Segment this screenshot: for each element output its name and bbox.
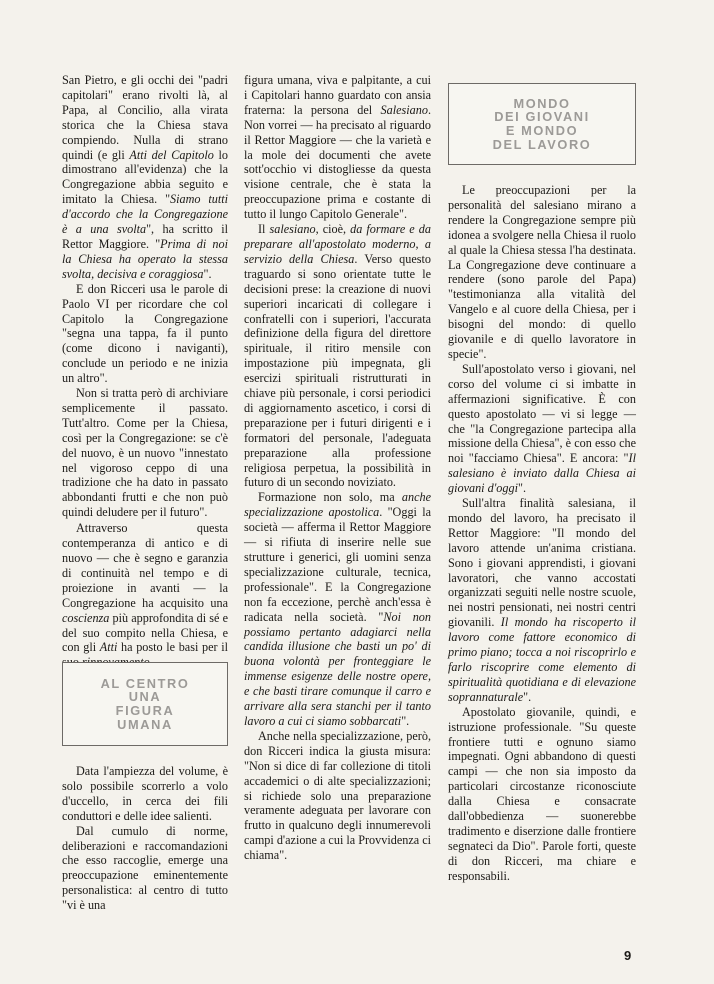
paragraph: Dal cumulo di norme, deliberazioni e raccomandazioni che esso raccoglie, emerge una preoccupazione eminentemente personalistica: al centro di tutto "vi è una [62,823,228,913]
section-heading [101,677,190,731]
paragraph: Sull'apostolato verso i giovani, nel corso del volume ci si imbatte in affermazioni significative. È con questo apostolato — vi si legge — che "la Congregazione partecipa alla missione della Chiesa", è con esso che noi "facciamo Chiesa". E ancora: "Il salesiano è inviato dalla Chiesa ai giovani d'oggi". [448,361,636,496]
paragraph: Data l'ampiezza del volume, è solo possibile scorrerlo a volo d'uccello, in cerca dei fili conduttori e delle idee salienti. [62,764,228,823]
section-heading-box [62,662,228,746]
section-heading-box [448,83,636,165]
paragraph: Attraverso questa contemperanza di antico e di nuovo — che è segno e garanzia di continuità nel tempo e di proiezione in avanti — la Congregazione ha acquisito una coscienza più approfondita di sé e del suo compito nella Chiesa, e con gli Atti ha posto le basi per il [62,521,228,655]
heading-line: DEL LAVORO [492,136,592,152]
column-left-bottom [62,764,228,913]
heading-line: UNA [128,689,162,705]
paragraph: Le preoccupazioni per la personalità del salesiano mirano a rendere la Congregazione sempre più idonea a svolgere nella Chiesa il ruolo al quale la Chiesa stessa l'ha destinata. La Congregazione deve continuare a rendere (sono parole del Papa) "testimonianza alla vitalità del Vangelo e al cuore della Chiesa, per i bisogni del mondo: di quello giovanile e di quello lavoratore in specie". [448,183,636,361]
paragraph: Sull'altra finalità salesiana, il mondo del lavoro, ha precisato il Rettor Maggiore: "Il mondo del lavoro attende un'anima cristiana. Sono i giovani apprendisti, i giovani lavoratori, che vanno accostati organizzati seguiti nelle nostre scuole, nei nostri pensionati, nei nostri centri giovanili. Il mondo ha riscoperto il lavoro come fattore economico di primo piano; tocca a noi riscoprirlo e farlo riscoprire come elemento di spiritualità quotidiana e di elevazione soprannaturale". [448,496,636,704]
heading-line: FIGURA [115,703,175,718]
paragraph: Formazione non solo, ma anche specializzazione apostolica. "Oggi la società — afferma il Rettor Maggiore — si rifiuta di inserire nelle sue strutture i generici, gli uomini senza specializzazione culturale, tecnica, professionale". E la Congregazione non fa eccezione, perchè anch'essa è radicata nella società. "Noi non possiamo pertanto adagiarci nella candida illusione che basti un po' di buona volontà per fronteggiare le immense esigenze delle nostre opere, e che basti tirare comunque il carro e arrivare alla sera stanchi per il tanto lavoro a cui ci siamo sobbarcati". [244,490,431,728]
paragraph: E don Ricceri usa le parole di Paolo VI per ricordare che col Capitolo la Congregazione "segna una tappa, fa il punto (come dicono i naviganti), conclude un periodo e ne inizia un altro". [62,281,228,386]
section-heading [493,97,592,151]
heading-line: E MONDO [505,123,579,138]
paragraph: figura umana, viva e palpitante, a cui i Capitolari hanno guardato con ansia fraterna: la persona del Salesiano. Non vorrei — ha precisato al riguardo il Rettor Maggiore — che la varietà e la mole dei documenti che avete sott'occhio vi distogliesse da questa visione centrale, che è stata la preoccupazione prima e costante di tutto il lungo Capitolo Generale". [244,73,431,222]
paragraph: Apostolato giovanile, quindi, e istruzione professionale. "Su queste frontiere tutti e ognuno siamo impegnati. Ogni abbandono di questi campi — che non sia imposto da particolari circostanze riconosciute dalla Chiesa e consacrate dall'obbedienza — suonerebbe tradimento e diserzione dalle frontiere segnateci da Dio". Parole forti, queste di don Ricceri, ma chiare e responsabili. [448,704,636,883]
paragraph: Non si tratta però di archiviare semplicemente il passato. Tutt'altro. Come per la Chiesa, così per la Congregazione: se c'è del nuovo, è un nuovo "innestato nel vigoroso ceppo di una tradizione che ha dato in passato abbondanti frutti e che non può quindi deludere per il futuro". [62,386,228,520]
heading-line: UMANA [117,716,173,732]
paragraph: San Pietro, e gli occhi dei "padri capitolari" erano rivolti là, al Papa, al Concilio, alla virata storica che la Chiesa stava compiendo. Nulla di strano quindi (e gli Atti del Capitolo lo dimostrano all'evidenza) che la Congregazione abbia seguito e imitato la Chiesa. "Siamo tutti d'accordo che la Congregazione è a una svolta", ha scritto il Rettor Maggiore. "Prima di noi la Chiesa ha operato la stessa svolta, decisiva e coraggiosa". [62,73,229,281]
column-middle [244,73,431,863]
heading-line: AL CENTRO [100,675,190,691]
paragraph: Anche nella specializzazione, però, don Ricceri indica la giusta misura: "Non si dice di far collezione di titoli accademici o di alte specializzazioni; si richiede solo una preparazione veramente adeguata per lavorare con frutto in qualcuno degli innumerevoli campi d'azione a cui la Provvidenza ci chiama". [244,728,431,863]
heading-line: DEI GIOVANI [494,109,590,125]
paragraph: Il salesiano, cioè, da formare e da preparare all'apostolato moderno, a servizio della Chiesa. Verso questo traguardo si sono orientate tutte le decisioni prese: la creazione di nuovi superiori incaricati di collegare i confratelli con i superiori, l'accurata definizione della figura del direttore spirituale, il ritiro mensile con impostazione più impegnata, gli esercizi spirituali ristrutturati in chiave più personale, i corsi periodici di aggiornamento ascetico, i corsi di preparazione per i futuri dirigenti e i formatori del personale, l'adeguata preparazione alla professione religiosa perpetua, la possibilità in futuro di un secondo noviziato. [244,222,432,490]
column-right [448,183,636,884]
page-number: 9 [624,948,632,963]
heading-line: MONDO [513,95,571,111]
column-left [62,73,228,670]
